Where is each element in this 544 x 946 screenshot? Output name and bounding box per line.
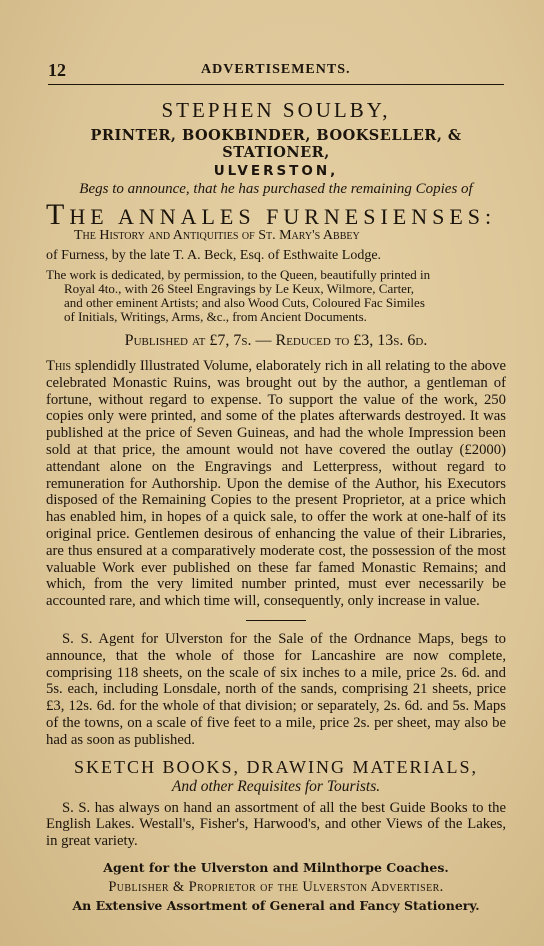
header-rule	[48, 84, 504, 85]
dedication-line-3: and other eminent Artists; and also Wood Cuts, Coloured Fac Similes	[64, 295, 425, 310]
dedication	[46, 268, 506, 324]
description-paragraph	[46, 358, 506, 610]
ordnance-paragraph: S. S. Agent for Ulverston for the Sale of the Ordnance Maps, begs to announce, that the whole of those for Lancashire are now complete, comprising 118 sheets, on the scale of six inches to a mile, price 2s. 6d. and 5s. each, including Lonsdale, north of the sands, comprising 21 sheets, price £3, 12s. 6d. for the whole of that division; or separately, 2s. 6d. and 5s. Maps of the towns, on a scale of five feet to a mile, price 2s. per sheet, may also be had as soon as published.	[46, 630, 506, 748]
description-text: splendidly Illustrated Volume, elaborately rich in all relating to the above celebrated Monastic Ruins, was brought out by the author, a gentleman of fortune, without regard to expense. To support the value of the work, 250 copies only were printed, and some of the plates afterwards destroyed. It was published at the price of Seven Guineas, and had the whole Impression been sold at that price, the amount would not have covered the outlay (£2000) attendant alone on the Engravings and Letterpress, without regard to remuneration for Authorship. Upon the demise of the Author, his Executors disposed of the Remaining Copies to the present Proprietor, at a price which has enabled him, in hopes of a quick sale, to offer the work at one-half of its original price. Gentlemen desirous of enhancing the value of their Libraries, are thus ensured at a comparatively moderate cost, the possession of the most valuable Work ever published on these far famed Monastic Remains; and which, from the very limited number printed, must ever necessarily be accounted rare, and which time will, consequently, only increase in value.	[46, 358, 506, 610]
book-price: Published at £7, 7s. — Reduced to £3, 13s. 6d.	[124, 332, 428, 349]
guide-books-paragraph: S. S. has always on hand an assortment of all the best Guide Books to the English Lakes. Westall's, Fisher's, Harwood's, and other Views of the Lakes, in great variety.	[46, 799, 506, 850]
coaches-agent: Agent for the Ulverston and Milnthorpe Coaches.	[103, 859, 449, 875]
advertiser-trades: PRINTER, BOOKBINDER, BOOKSELLER, & STATIONER,	[90, 127, 462, 161]
running-header	[48, 60, 508, 80]
description-first-word: This	[46, 358, 72, 374]
dedication-line-4: of Initials, Writings, Arms, &c., from Ancient Documents.	[64, 309, 367, 324]
requisites-line: And other Requisites for Tourists.	[171, 777, 381, 795]
announcement: Begs to announce, that he has purchased the remaining Copies of	[79, 181, 473, 197]
advertiser-town: ULVERSTON,	[213, 163, 339, 179]
book-subtitle-2: of Furness, by the late T. A. Beck, Esq. of Esthwaite Lodge.	[46, 248, 382, 263]
running-title: ADVERTISEMENTS.	[201, 62, 351, 77]
stationery-line: An Extensive Assortment of General and Fancy Stationery.	[72, 897, 480, 913]
drop-cap: T	[46, 198, 70, 231]
publisher-line: Publisher & Proprietor of the Ulverston Advertiser.	[108, 878, 444, 895]
book-subtitle-1: The History and Antiquities of St. Mary's Abbey	[74, 228, 360, 243]
advertiser-name: STEPHEN SOULBY,	[161, 98, 391, 122]
page-number: 12	[48, 60, 66, 80]
sketch-heading: SKETCH BOOKS, DRAWING MATERIALS,	[73, 756, 479, 777]
advertisement	[46, 98, 506, 913]
book-title	[46, 198, 506, 231]
dedication-line-1: The work is dedicated, by permission, to the Queen, beautifully printed in	[46, 267, 431, 282]
dedication-line-2: Royal 4to., with 26 Steel Engravings by Le Keux, Wilmore, Carter,	[64, 281, 415, 296]
book-title-rest: HE ANNALES FURNESIENSES:	[69, 204, 497, 229]
section-divider	[246, 620, 306, 621]
